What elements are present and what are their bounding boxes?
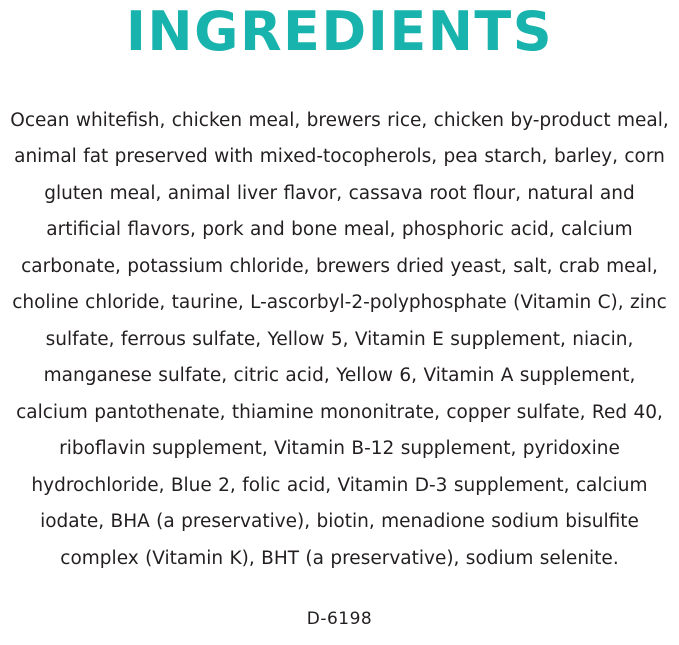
product-code: D-6198 [306,609,373,630]
ingredients-list-text: Ocean whitefish, chicken meal, brewers rice, chicken by-product meal, animal fat preserved with mixed-tocopherols, pea starch, barley, corn gluten meal, animal liver flavor, cassava root flour, natural and artificial flavors, pork and bone meal, phosphoric acid, calcium carbonate, potassium chloride, brewers dried yeast, salt, crab meal, choline chloride, taurine, L-ascorbyl-2-polyphosphate (Vitamin C), zinc sulfate, ferrous sulfate, Yellow 5, Vitamin E supplement, niacin, manganese sulfate, citric acid, Yellow 6, Vitamin A supplement, calcium pantothenate, thiamine mononitrate, copper sulfate, Red 40, riboflavin supplement, Vitamin B-12 supplement, pyridoxine hydrochloride, Blue 2, folic acid, Vitamin D-3 supplement, calcium iodate, BHA (a preservative), biotin, menadione sodium bisulfite complex (Vitamin K), BHT (a preservative), sodium selenite. [10,109,669,569]
page-title: INGREDIENTS [125,0,554,63]
